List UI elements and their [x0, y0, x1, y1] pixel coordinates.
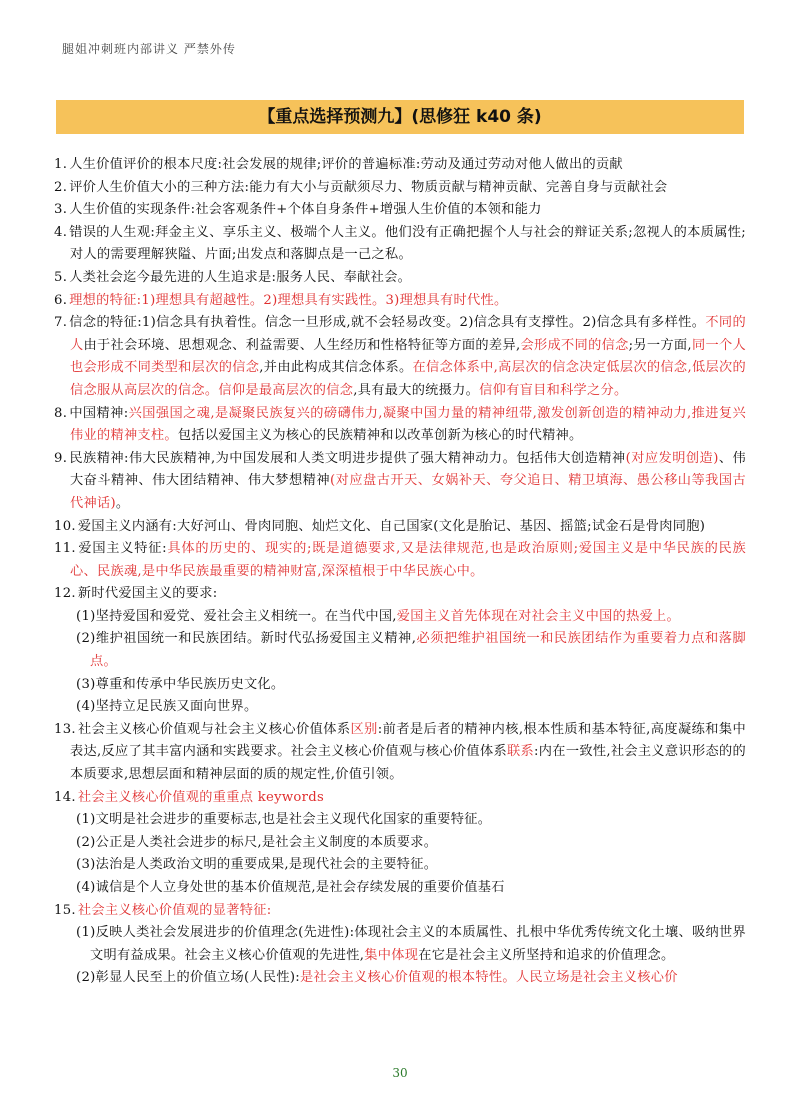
content-body	[54, 154, 746, 990]
body-text: ,具有最大的统摄力。	[353, 382, 480, 398]
highlight-text: 同一个人也会形成不同类型和层次的信念	[70, 337, 746, 376]
sub-item	[54, 877, 746, 900]
item-number: 6.	[54, 292, 68, 308]
highlight-text: 在信念体系中,高层次的信念决定低层次的信念,低层次的信念服从高层次的信念。信仰是最高层次的信念	[70, 360, 747, 398]
sub-item	[54, 854, 746, 877]
highlight-text: 联系	[506, 744, 535, 760]
body-text: 爱国主义内涵有:大好河山、骨肉同胞、灿烂文化、自己国家(文化是胎记、基因、摇篮;试金石是骨肉同胞)	[77, 518, 706, 534]
sub-item	[54, 606, 746, 629]
list-item	[54, 177, 746, 200]
body-text: 新时代爱国主义的要求:	[77, 586, 218, 602]
item-number: 11.	[54, 541, 76, 557]
list-item	[54, 290, 746, 313]
list-item	[54, 787, 746, 810]
highlight-text: 1)理想具有超越性。2)理想具有实践性。3)理想具有时代性。	[141, 292, 508, 308]
body-text: 人类社会迄今最先进的人生追求是:服务人民、奉献社会。	[69, 269, 412, 285]
highlight-text: 理想的特征:	[69, 292, 142, 308]
body-text: (3)尊重和传承中华民族历史文化。	[76, 676, 285, 692]
sub-item	[54, 967, 746, 990]
list-item	[54, 312, 746, 402]
body-text: 人生价值评价的根本尺度:社会发展的规律;评价的普遍标准:劳动及通过劳动对他人做出的贡献	[69, 157, 623, 172]
highlight-text: 集中体现	[364, 947, 419, 963]
list-item	[54, 199, 746, 222]
sub-item	[54, 832, 746, 855]
body-text: (1)坚持爱国和爱党、爱社会主义相统一。在当代中国,	[76, 608, 397, 624]
list-item	[54, 222, 746, 267]
list-item	[54, 267, 746, 290]
sub-item	[54, 922, 746, 967]
body-text: (2)维护祖国统一和民族团结。新时代弘扬爱国主义精神,	[76, 631, 417, 647]
item-number: 2.	[54, 179, 68, 195]
list-item	[54, 538, 746, 583]
body-text: :前者是后者的精神内核,根本性质和基本特征,高度凝练和集中表达,反应了其丰富内涵和实践要求。社会主义核心价值观与核心价值体系	[70, 721, 746, 760]
section-banner: 【重点选择预测九】(思修狂 k40 条)	[56, 100, 744, 134]
item-number: 4.	[54, 224, 68, 240]
body-text: (1)文明是社会进步的重要标志,也是社会主义现代化国家的重要特征。	[76, 812, 492, 828]
item-number: 3.	[54, 202, 68, 218]
body-text: 、伟大奋斗精神、伟大团结精神、伟大梦想精神	[70, 450, 746, 489]
highlight-text: 不同的人	[70, 315, 746, 353]
highlight-text: 爱国主义首先体现在对社会主义中国的热爱上。	[396, 608, 681, 624]
item-number: 10.	[54, 518, 76, 534]
highlight-text: 区别	[350, 721, 378, 737]
body-text: 民族精神:伟大民族精神,为中国发展和人类文明进步提供了强大精神动力。包括伟大创造精神	[69, 450, 626, 466]
body-text: (4)坚持立足民族又面向世界。	[76, 699, 258, 715]
sub-item	[54, 696, 746, 719]
sub-item	[54, 628, 746, 673]
highlight-text: 具体的历史的、现实的;既是道德要求,又是法律规范,也是政治原则;爱国主义是中华民族的民族心、民族魂,是中华民族最重要的精神财富,深深植根于中华民族心中。	[70, 541, 746, 579]
page-number: 30	[392, 1066, 408, 1080]
highlight-text: (对应发明创造)	[625, 450, 719, 466]
highlight-text: 是社会主义核心价值观的根本特性。人民立场是社会主义核心价	[300, 970, 678, 986]
body-text: 错误的人生观:拜金主义、享乐主义、极端个人主义。他们没有正确把握个人与社会的辩证关系;忽视人的本质属性;对人的需要理解狭隘、片面;出发点和落脚点是一己之私。	[69, 224, 746, 263]
item-number: 15.	[54, 902, 76, 918]
body-text: ,并由此构成其信念体系。	[259, 360, 413, 376]
highlight-text: 兴国强国之魂,是凝聚民族复兴的磅礴伟力,凝聚中国力量的精神纽带,激发创新创造的精神动力,推进复兴伟业的精神支柱。	[70, 405, 746, 444]
body-text: (2)彰显人民至上的价值立场(人民性):	[76, 970, 301, 986]
body-text: (4)诚信是个人立身处世的基本价值规范,是社会存续发展的重要价值基石	[76, 880, 505, 895]
body-text: 人生价值的实现条件:社会客观条件+个体自身条件+增强人生价值的本领和能力	[69, 202, 542, 218]
body-text: :内在一致性,社会主义意识形态的的本质要求,思想层面和精神层面的质的规定性,价值引领。	[70, 744, 746, 783]
highlight-text: 必须把维护祖国统一和民族团结作为重要着力点和落脚点。	[90, 631, 746, 670]
list-item	[54, 403, 746, 448]
highlight-text: 信仰有盲目和科学之分。	[479, 382, 628, 398]
highlight-text: 社会主义核心价值观的重重点 keywords	[77, 789, 325, 805]
highlight-text: (对应盘古开天、女娲补天、夸父追日、精卫填海、愚公移山等我国古代神话)	[70, 473, 746, 511]
body-text: 中国精神:	[69, 405, 129, 421]
highlight-text: 会形成不同的信念	[520, 337, 629, 353]
body-text: 爱国主义特征:	[77, 541, 167, 557]
highlight-text: 社会主义核心价值观的显著特征:	[77, 902, 272, 918]
page-header: 腿姐冲刺班内部讲义 严禁外传	[62, 42, 236, 56]
sub-item	[54, 674, 746, 697]
body-text: 信念的特征:1)信念具有执着性。信念一旦形成,就不会轻易改变。2)信念具有支撑性。2)信念具有多样性。	[69, 315, 706, 331]
body-text: 。	[115, 495, 130, 511]
list-item	[54, 516, 746, 539]
body-text: 评价人生价值大小的三种方法:能力有大小与贡献须尽力、物质贡献与精神贡献、完善自身与贡献社会	[69, 179, 668, 195]
body-text: (2)公正是人类社会进步的标尺,是社会主义制度的本质要求。	[76, 834, 438, 850]
body-text: (1)反映人类社会发展进步的价值理念(先进性):体现社会主义的本质属性、扎根中华优秀传统文化土壤、吸纳世界文明有益成果。社会主义核心价值观的先进性,	[76, 925, 746, 963]
list-item	[54, 154, 746, 177]
body-text: 社会主义核心价值观与社会主义核心价值体系	[77, 721, 351, 737]
body-text: (3)法治是人类政治文明的重要成果,是现代社会的主要特征。	[76, 857, 438, 873]
item-number: 12.	[54, 586, 76, 602]
item-number: 7.	[54, 315, 68, 331]
list-item	[54, 583, 746, 606]
item-number: 13.	[54, 721, 76, 737]
body-text: 由于社会环境、思想观念、利益需要、人生经历和性格特征等方面的差异,	[83, 337, 521, 353]
item-number: 5.	[54, 269, 68, 285]
body-text: 包括以爱国主义为核心的民族精神和以改革创新为核心的时代精神。	[177, 428, 583, 444]
body-text: ;另一方面,	[628, 337, 692, 353]
item-number: 1.	[54, 157, 68, 172]
item-number: 9.	[54, 450, 68, 466]
list-item	[54, 448, 746, 516]
sub-item	[54, 809, 746, 832]
list-item	[54, 719, 746, 787]
body-text: 在它是社会主义所坚持和追求的价值理念。	[418, 947, 675, 963]
list-item	[54, 900, 746, 923]
item-number: 8.	[54, 405, 68, 421]
item-number: 14.	[54, 789, 76, 805]
